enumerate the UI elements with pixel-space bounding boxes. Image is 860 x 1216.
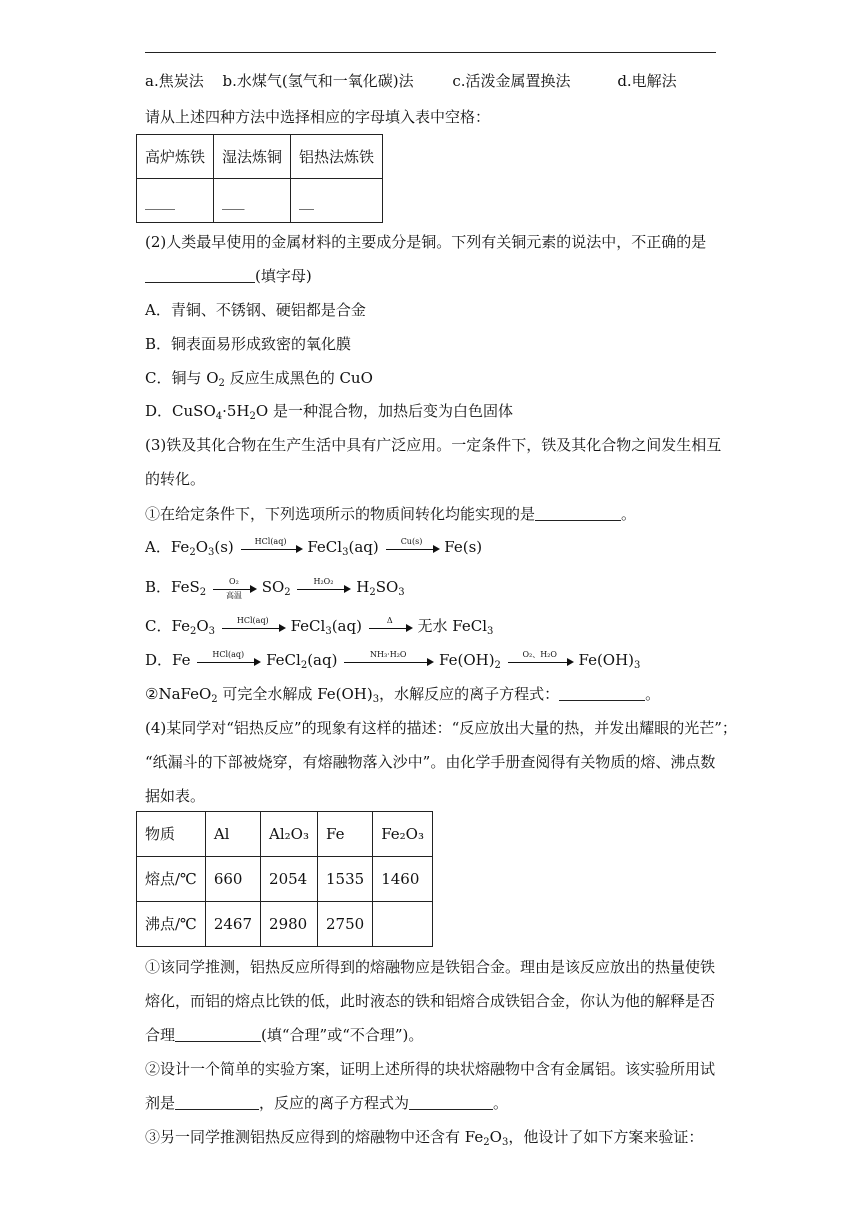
- q3-sub1-text: ①在给定条件下，下列选项所示的物质间转化均能实现的是: [145, 505, 536, 523]
- q3-b-s1: FeS: [171, 578, 200, 596]
- method-a: a.焦炭法: [145, 72, 204, 90]
- q3-a-s2-sub: 3: [342, 547, 349, 558]
- q3-b-r1-bot: 高温: [225, 591, 242, 600]
- table1-header: 高炉炼铁: [137, 135, 214, 179]
- q3-a-s1-sub2: 3: [208, 547, 215, 558]
- q2-c-text2: 反应生成黑色的 CuO: [224, 369, 373, 387]
- table-cell: 2054: [261, 857, 318, 902]
- q3-b-s2: SO: [261, 578, 285, 596]
- q4-s2-mid: ，反应的离子方程式为: [259, 1094, 410, 1112]
- table1-blank[interactable]: ___: [214, 179, 291, 223]
- q3-c-r2: Δ: [386, 616, 393, 625]
- q3-b-r1-top: O₂: [229, 577, 239, 586]
- q3-stem-line2: 的转化。: [145, 470, 206, 488]
- method-b: b.水煤气(氢气和一氧化碳)法: [222, 72, 414, 90]
- q2-d-mid: ·5H: [222, 402, 250, 420]
- q3-sub2: [145, 683, 660, 705]
- table-row: [137, 902, 433, 947]
- q3-b-s3-sub1: 2: [369, 587, 376, 598]
- q3-a-s2-end: (aq): [348, 538, 379, 556]
- method-c: c.活泼金属置换法: [452, 72, 571, 90]
- q2-c-sub: 2: [218, 378, 225, 389]
- q3-sub2-post: ，水解反应的离子方程式：: [379, 685, 560, 703]
- q4-s1-post: (填“合理”或“不合理”)。: [261, 1026, 424, 1044]
- instruction: 请从上述四种方法中选择相应的字母填入表中空格：: [145, 108, 491, 126]
- q2-option-d: [145, 400, 513, 422]
- table-cell: [373, 902, 433, 947]
- table1-header: 铝热法炼铁: [291, 135, 383, 179]
- table-header-cell: Al: [205, 812, 260, 857]
- q3-a-r2: Cu(s): [400, 537, 423, 546]
- q2-c-text: C．铜与 O: [145, 369, 219, 387]
- q2-d-text2: O 是一种混合物，加热后变为白色固体: [255, 402, 513, 420]
- table1-blank[interactable]: ____: [137, 179, 214, 223]
- q4-s2-end: 。: [493, 1094, 509, 1112]
- table-header-cell: Fe₂O₃: [373, 812, 433, 857]
- q3-b-s3-mid: SO: [375, 578, 399, 596]
- q3-d-s2-sub: 2: [300, 660, 308, 671]
- table-cell: 1535: [318, 857, 373, 902]
- q2-answer-blank[interactable]: [145, 268, 255, 283]
- q3-c-s2-end: (aq): [331, 617, 362, 635]
- q4-s3-mid: O: [489, 1128, 502, 1146]
- q3-a-r1: HCl(aq): [254, 537, 287, 546]
- q4-s3: [145, 1126, 703, 1148]
- method-table: [136, 134, 383, 223]
- q4-s3-sub1: 2: [483, 1137, 490, 1148]
- q3-b-s1-sub: 2: [199, 587, 207, 598]
- q3-d-r2: NH₃·H₂O: [369, 650, 407, 659]
- q3-d-r3: O₂、H₂O: [522, 650, 557, 659]
- q2-d-sub2: 2: [249, 411, 256, 422]
- q3-sub2-sub2: 3: [372, 694, 380, 705]
- table-cell: 660: [205, 857, 260, 902]
- q3-d-s4: Fe(OH): [578, 651, 635, 669]
- q3-c-s3-sub: 3: [487, 626, 494, 637]
- q3-c-s1: Fe: [171, 617, 190, 635]
- table-cell: 2467: [205, 902, 260, 947]
- q3-a-label: A．: [145, 538, 171, 556]
- q3-option-d: [145, 649, 640, 672]
- reaction-arrow-icon: [386, 537, 438, 559]
- q3-c-s1-sub1: 2: [189, 626, 197, 637]
- q3-option-b: [145, 576, 405, 599]
- q3-a-s3: Fe(s): [444, 538, 483, 556]
- table-row-label: 沸点/℃: [137, 902, 206, 947]
- reaction-arrow-icon: [197, 650, 259, 672]
- q4-line1: (4)某同学对“铝热反应”的现象有这样的描述：“反应放出大量的热，并发出耀眼的光芒”；: [145, 719, 737, 737]
- table-cell: 2980: [261, 902, 318, 947]
- q2-d-sub1: 4: [215, 411, 223, 422]
- q3-d-s3-sub: 2: [494, 660, 501, 671]
- q3-a-s1: Fe: [170, 538, 190, 556]
- q3-a-s2: FeCl: [307, 538, 343, 556]
- reaction-arrow-icon: [344, 650, 432, 672]
- q2-stem-suffix: (填字母): [255, 267, 312, 285]
- table-row: [137, 857, 433, 902]
- q4-s3-pre: ③另一同学推测铝热反应得到的熔融物中还含有 Fe: [145, 1128, 484, 1146]
- q3-c-s2-sub: 3: [325, 626, 332, 637]
- table1-blank[interactable]: __: [291, 179, 383, 223]
- q4-s3-post: ，他设计了如下方案来验证：: [508, 1128, 704, 1146]
- q3-b-s3: H: [356, 578, 370, 596]
- q4-line3: 据如表。: [145, 787, 206, 805]
- q3-option-c: [145, 615, 493, 638]
- q4-s1-pre: 合理: [145, 1026, 176, 1044]
- q3-a-s1-sub1: 2: [189, 547, 196, 558]
- q3-c-s1-sub2: 3: [208, 626, 216, 637]
- method-d: d.电解法: [617, 72, 677, 90]
- reaction-arrow-icon: [369, 616, 411, 638]
- q3-c-s1-mid: O: [196, 617, 209, 635]
- q3-sub1-end: 。: [621, 505, 637, 523]
- q2-stem-line1: (2)人类最早使用的金属材料的主要成分是铜。下列有关铜元素的说法中，不正确的是: [145, 233, 707, 251]
- q3-b-s2-sub: 2: [284, 587, 291, 598]
- q4-s2-reagent-blank[interactable]: [175, 1095, 259, 1110]
- table-cell: 1460: [373, 857, 433, 902]
- q3-c-s2: FeCl: [290, 617, 326, 635]
- q2-stem-line2: [145, 265, 312, 287]
- q4-line2: “纸漏斗的下部被烧穿，有熔融物落入沙中”。由化学手册查阅得有关物质的熔、沸点数: [145, 753, 716, 771]
- q2-d-text: D．CuSO: [145, 402, 216, 420]
- q3-sub1-blank[interactable]: [535, 506, 621, 521]
- melting-boiling-table: [136, 811, 433, 947]
- q3-a-s1-mid: O: [195, 538, 208, 556]
- table-row-label: 熔点/℃: [137, 857, 206, 902]
- q4-s1-line1: ①该同学推测，铝热反应所得到的熔融物应是铁铝合金。理由是该反应放出的热量使铁: [145, 958, 716, 976]
- q3-d-s2-end: (aq): [307, 651, 338, 669]
- q3-d-s3: Fe(OH): [439, 651, 495, 669]
- header-rule: [145, 52, 716, 53]
- q3-b-s3-sub2: 3: [398, 587, 405, 598]
- q3-option-a: [145, 536, 482, 559]
- q3-sub1: [145, 503, 636, 525]
- q4-s3-sub2: 3: [501, 1137, 509, 1148]
- q2-option-c: [145, 367, 373, 389]
- q4-s2-pre: 剂是: [145, 1094, 176, 1112]
- method-list: [145, 70, 677, 92]
- q3-d-s2: FeCl: [266, 651, 301, 669]
- q2-option-b: B．铜表面易形成致密的氧化膜: [145, 335, 352, 353]
- q3-d-label: D．: [145, 651, 173, 669]
- q3-d-r1: HCl(aq): [212, 650, 245, 659]
- table-header-cell: Fe: [318, 812, 373, 857]
- q3-sub2-mid: 可完全水解成 Fe(OH): [217, 685, 373, 703]
- q3-sub2-end: 。: [645, 685, 661, 703]
- q3-sub2-blank[interactable]: [559, 686, 645, 701]
- q4-s1-blank[interactable]: [175, 1027, 261, 1042]
- q3-sub2-sub: 2: [211, 694, 218, 705]
- q3-a-s1-end: (s): [214, 538, 234, 556]
- q4-s1-line2: 熔化，而铝的熔点比铁的低，此时液态的铁和铝熔合成铁铝合金，你认为他的解释是否: [145, 992, 716, 1010]
- q2-option-a: A．青铜、不锈钢、硬铝都是合金: [145, 301, 366, 319]
- q3-b-label: B．: [145, 578, 172, 596]
- q3-d-s1: Fe: [172, 651, 191, 669]
- q3-stem-line1: (3)铁及其化合物在生产生活中具有广泛应用。一定条件下，铁及其化合物之间发生相互: [145, 436, 722, 454]
- reaction-arrow-icon: [241, 537, 301, 559]
- q3-c-r1: HCl(aq): [236, 616, 269, 625]
- q3-c-label: C．: [145, 617, 172, 635]
- reaction-arrow-icon: [508, 650, 572, 672]
- reaction-arrow-icon: [222, 616, 284, 638]
- q4-s1-line3: [145, 1024, 423, 1046]
- q4-s2-equation-blank[interactable]: [409, 1095, 493, 1110]
- q3-c-s3: 无水 FeCl: [417, 617, 488, 635]
- q3-sub2-pre: ②NaFeO: [145, 685, 212, 703]
- table-header-cell: Al₂O₃: [261, 812, 318, 857]
- reaction-arrow-icon: [213, 577, 255, 599]
- table-header-cell: 物质: [137, 812, 206, 857]
- q3-b-r2: H₂O₂: [313, 577, 334, 586]
- q3-d-s4-sub: 3: [634, 660, 641, 671]
- q4-s2-line2: [145, 1092, 508, 1114]
- q4-s2-line1: ②设计一个简单的实验方案，证明上述所得的块状熔融物中含有金属铝。该实验所用试: [145, 1060, 716, 1078]
- reaction-arrow-icon: [297, 577, 349, 599]
- table-cell: 2750: [318, 902, 373, 947]
- table1-header: 湿法炼铜: [214, 135, 291, 179]
